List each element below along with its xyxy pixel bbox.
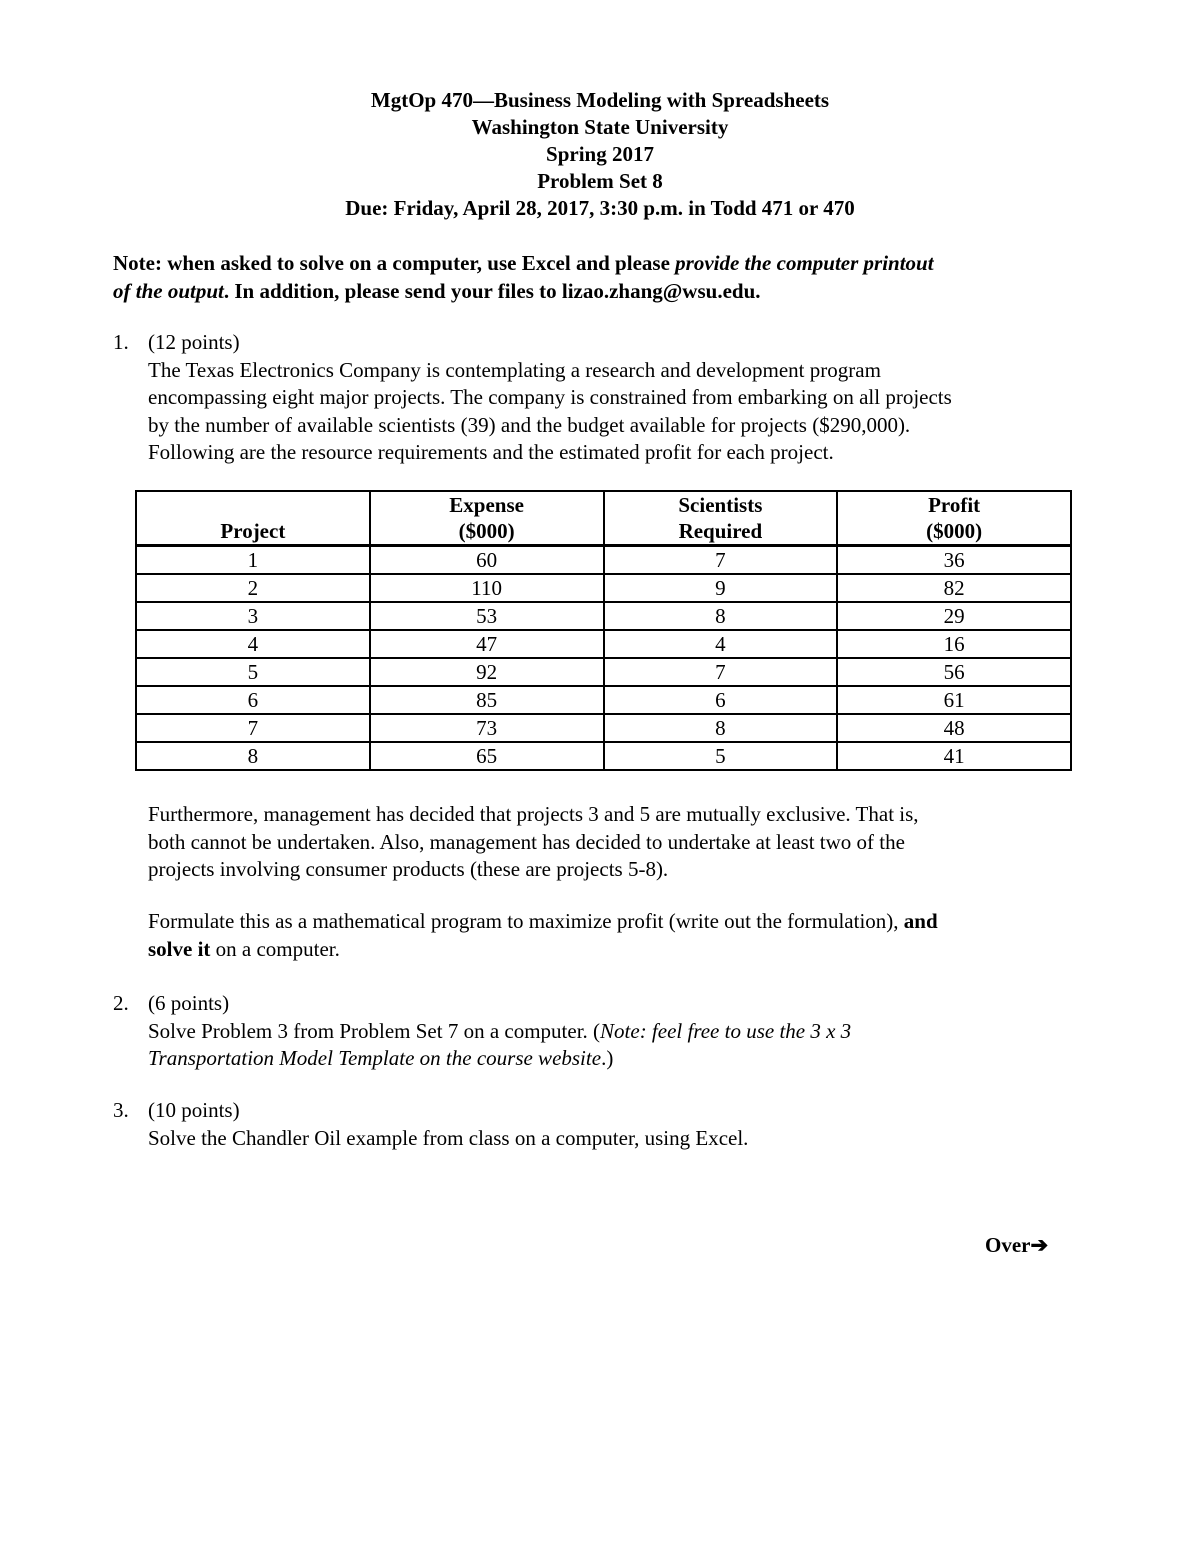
table-cell: 7 [136,714,370,742]
paragraph-bold: and [903,909,938,933]
problem-points: (10 points) [148,1098,240,1122]
table-cell: 47 [370,630,604,658]
table-body [136,546,1071,771]
column-header: Expense [370,491,604,518]
table-header-row [136,491,1071,518]
paragraph-text: on a computer. [210,936,340,961]
table-cell: 8 [136,742,370,770]
table-cell: 56 [837,658,1071,686]
problem-set-title: Problem Set 8 [537,169,663,193]
table-cell: 5 [604,742,838,770]
table-row [136,742,1071,770]
table-cell: 7 [604,658,838,686]
table-cell: 5 [136,658,370,686]
column-header: Required [604,518,838,546]
table-cell: 6 [604,686,838,714]
paragraph-bold: solve it [148,936,211,961]
paragraph-text: Formulate this as a mathematical program to maximize profit (write out the formulation), [148,909,904,933]
table-cell: 110 [370,574,604,602]
table-row [136,714,1071,742]
table-cell: 7 [604,546,838,575]
table-row [136,658,1071,686]
table-cell: 16 [837,630,1071,658]
column-header: ($000) [837,518,1071,546]
document-header [0,87,1200,222]
column-header: Project [136,518,370,546]
table-cell: 53 [370,602,604,630]
table-cell: 2 [136,574,370,602]
problem-text-line: The Texas Electronics Company is contemplating a research and development program [148,357,881,382]
table-cell: 3 [136,602,370,630]
table-cell: 9 [604,574,838,602]
table-cell: 61 [837,686,1071,714]
university-name: Washington State University [471,115,729,139]
table-cell: 8 [604,602,838,630]
table-row [136,574,1071,602]
column-header: Scientists [604,491,838,518]
table-row [136,630,1071,658]
problem-points: (6 points) [148,991,230,1015]
table-cell: 1 [136,546,370,575]
column-header: ($000) [370,518,604,546]
note-emphasis: provide the computer printout [675,251,934,275]
table-cell: 65 [370,742,604,770]
page-continuation [985,1233,1048,1258]
table-cell: 85 [370,686,604,714]
paragraph-line: Furthermore, management has decided that projects 3 and 5 are mutually exclusive. That is, [148,802,919,826]
table-cell: 41 [837,742,1071,770]
table-cell: 73 [370,714,604,742]
table-cell: 82 [837,574,1071,602]
column-header [136,491,370,518]
table-cell: 29 [837,602,1071,630]
term: Spring 2017 [546,142,654,166]
problem-text-line: by the number of available scientists (39) and the budget available for projects ($290,000). [148,412,911,437]
constraints-paragraph [148,801,1068,884]
table-row [136,602,1071,630]
table-cell: 60 [370,546,604,575]
table-cell: 36 [837,546,1071,575]
table-cell: 6 [136,686,370,714]
problem-text: .) [601,1046,614,1070]
problem-points: (12 points) [148,330,240,354]
problem-text-line: encompassing eight major projects. The company is constrained from embarking on all projects [148,385,952,409]
paragraph-line: projects involving consumer products (these are projects 5-8). [148,857,669,881]
formulation-paragraph [148,908,1068,963]
note-text: Note: when asked to solve on a computer, use Excel and please [113,251,676,275]
due-date: Due: Friday, April 28, 2017, 3:30 p.m. in Todd 471 or 470 [345,196,855,220]
table-cell: 4 [604,630,838,658]
problem-number: 1. [113,330,129,354]
over-label: Over [985,1233,1031,1257]
table-cell: 48 [837,714,1071,742]
problem-number: 2. [113,991,129,1015]
column-header: Profit [837,491,1071,518]
table-cell: 4 [136,630,370,658]
table-cell: 8 [604,714,838,742]
course-title: MgtOp 470—Business Modeling with Spreadsheets [370,88,830,112]
table-row [136,546,1071,575]
projects-table [135,490,1072,771]
problem-emphasis: Note: feel free to use the 3 x 3 [600,1018,852,1043]
arrow-right-icon: ➔ [1030,1233,1049,1257]
note-emphasis-2: of the output [113,279,224,303]
paragraph-line: both cannot be undertaken. Also, management has decided to undertake at least two of the [148,829,905,854]
problem-text: Solve Problem 3 from Problem Set 7 on a computer. ( [148,1018,601,1043]
problem-number: 3. [113,1098,129,1122]
note-text-2: . In addition, please send your files to lizao.zhang@wsu.edu. [223,279,761,303]
problem-text-line: Following are the resource requirements and the estimated profit for each project. [148,440,834,464]
problem-text-line: Solve the Chandler Oil example from class on a computer, using Excel. [148,1125,749,1150]
table-cell: 92 [370,658,604,686]
table-header-row [136,518,1071,546]
submission-note [113,249,1053,305]
table-row [136,686,1071,714]
problem-emphasis: Transportation Model Template on the course website [148,1046,602,1070]
